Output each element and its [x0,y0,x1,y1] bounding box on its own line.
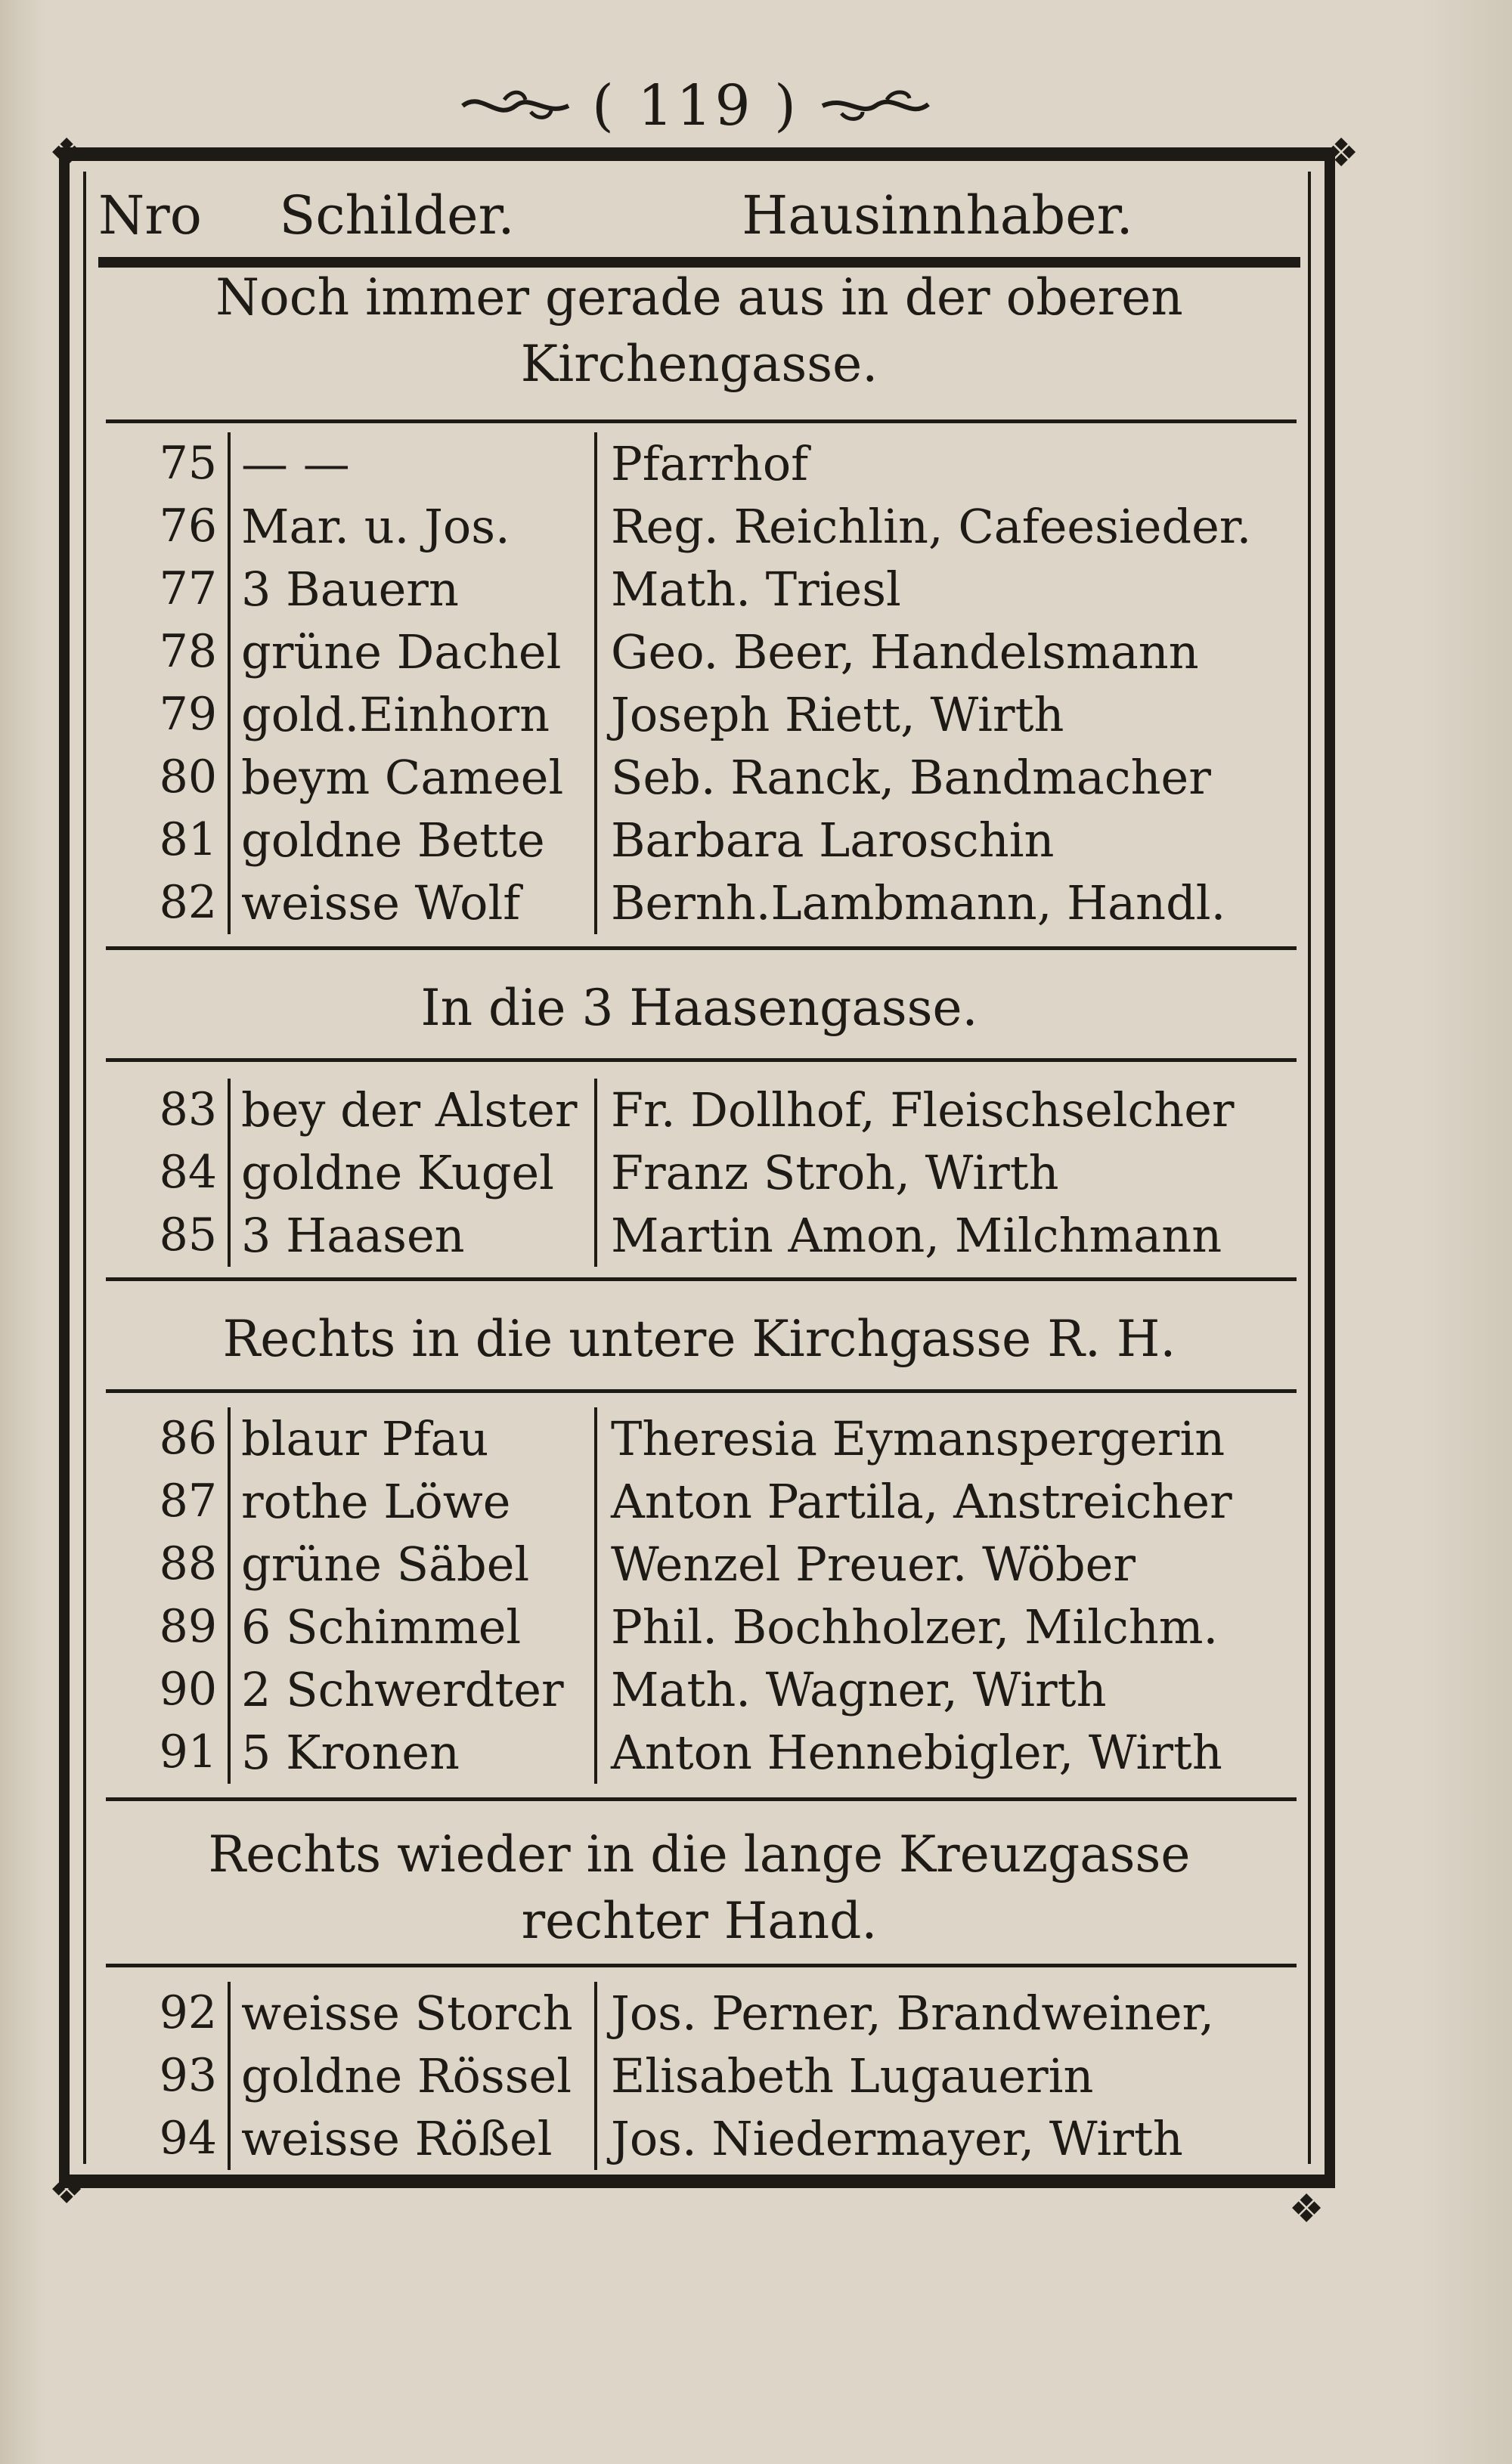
section-title: Noch immer gerade aus in der oberen Kirchengasse. [215,268,1183,393]
table-row: 92 weisse Storch Jos. Perner, Brandweiner, [106,1982,1300,2045]
table-row: 87 rothe Löwe Anton Partila, Anstreicher [106,1470,1300,1533]
section-rule [106,1058,1297,1062]
header-hausinnhaber: Hausinnhaber. [742,184,1133,246]
column-header-row [98,174,1300,268]
page-header [423,72,968,140]
table-row: 94 weisse Rößel Jos. Niedermayer, Wirth [106,2107,1300,2170]
address-table [106,432,1300,934]
section-title: Rechts wieder in die lange Kreuzgasse rechter Hand. [208,1825,1191,1950]
section-rule [106,1964,1297,1967]
page-number: ( 119 ) [591,73,800,138]
table-row: 80 beym Cameel Seb. Ranck, Bandmacher [106,746,1300,809]
section-rule [106,419,1297,423]
table-row: 89 6 Schimmel Phil. Bochholzer, Milchm. [106,1596,1300,1658]
corner-ornament-icon: ❖ [48,131,85,176]
table-row: 81 goldne Bette Barbara Laroschin [106,809,1300,871]
left-flourish-ornament [459,83,572,128]
table-row: 93 goldne Rössel Elisabeth Lugauerin [106,2045,1300,2107]
header-nro: Nro [98,184,202,246]
header-schilder: Schilder. [279,184,515,246]
section-title: Rechts in die untere Kirchgasse R. H. [222,1310,1176,1368]
table-row: 88 grüne Säbel Wenzel Preuer. Wöber [106,1533,1300,1596]
table-row: 83 bey der Alster Fr. Dollhof, Fleischselcher [106,1079,1300,1141]
table-row: 78 grüne Dachel Geo. Beer, Handelsmann [106,621,1300,683]
table-row: 85 3 Haasen Martin Amon, Milchmann [106,1204,1300,1267]
corner-ornament-icon: ❖ [48,2168,85,2213]
section-rule [106,1797,1297,1801]
section-title: In die 3 Haasengasse. [420,979,978,1037]
table-row: 86 blaur Pfau Theresia Eymanspergerin [106,1407,1300,1470]
table-row: 75 — — Pfarrhof [106,432,1300,495]
section-rule [106,1389,1297,1393]
table-row: 84 goldne Kugel Franz Stroh, Wirth [106,1141,1300,1204]
right-flourish-ornament [819,83,932,128]
table-row: 90 2 Schwerdter Math. Wagner, Wirth [106,1658,1300,1721]
address-table [106,1982,1300,2170]
table-row: 76 Mar. u. Jos. Reg. Reichlin, Cafeesieder. [106,495,1300,558]
address-table [106,1407,1300,1784]
table-row: 91 5 Kronen Anton Hennebigler, Wirth [106,1721,1300,1784]
corner-ornament-icon: ❖ [1288,2187,1325,2232]
table-row: 79 gold.Einhorn Joseph Riett, Wirth [106,683,1300,746]
section-rule [106,946,1297,950]
table-row: 77 3 Bauern Math. Triesl [106,558,1300,621]
section-rule [106,1277,1297,1281]
address-table [106,1079,1300,1267]
table-row: 82 weisse Wolf Bernh.Lambmann, Handl. [106,871,1300,934]
corner-ornament-icon: ❖ [1323,131,1359,176]
